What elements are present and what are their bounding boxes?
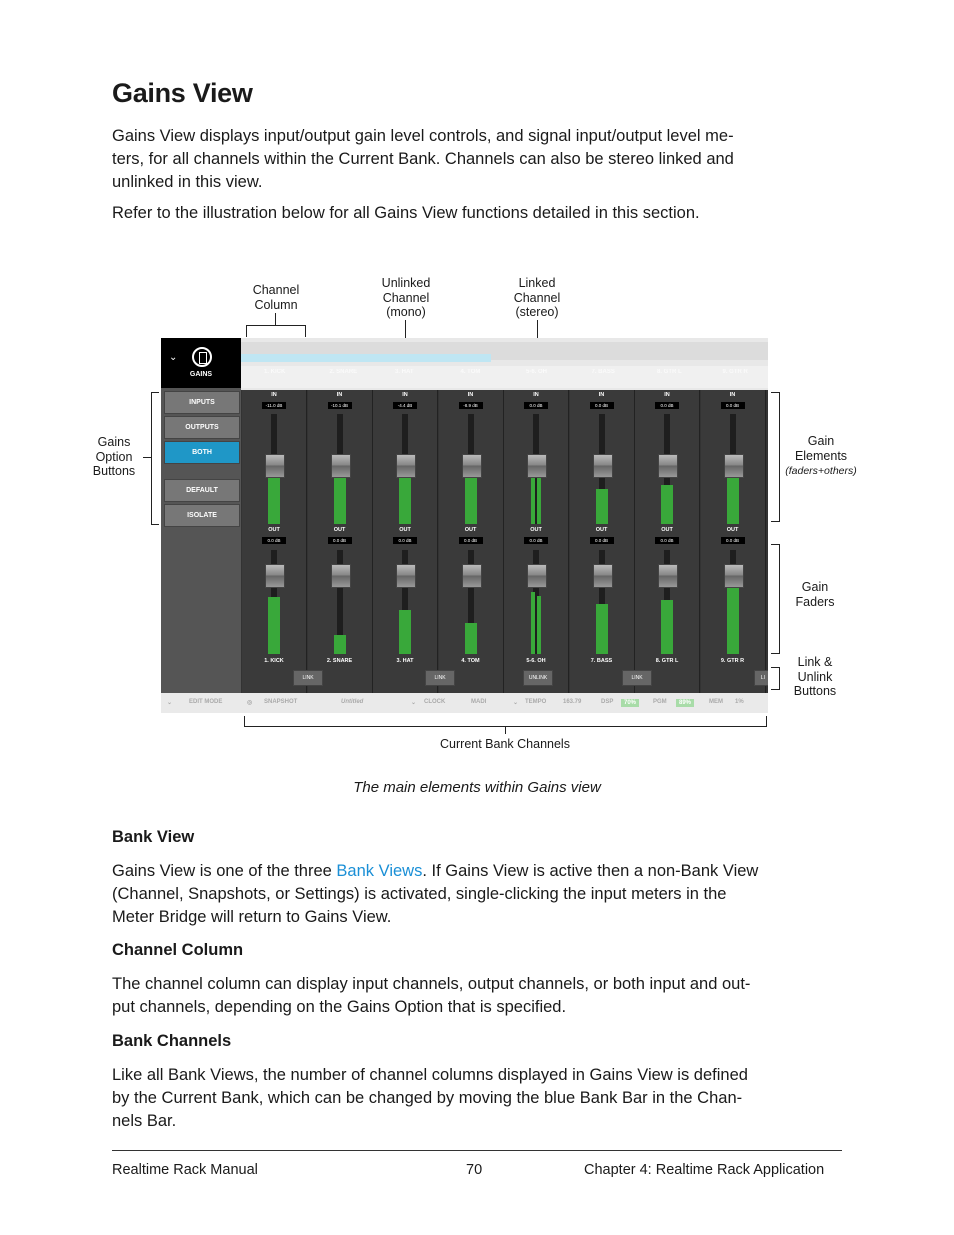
mem-value: 1% (735, 699, 744, 705)
callout-text: Buttons (793, 684, 837, 698)
output-fader-handle[interactable] (265, 564, 285, 588)
callout-bracket (779, 667, 780, 690)
output-level-meter-left (531, 592, 535, 654)
callout-gains-option-buttons (84, 435, 144, 479)
pgm-label: PGM (653, 699, 667, 705)
channel-tab[interactable]: 8. GTR L (657, 369, 682, 375)
output-fader-handle[interactable] (658, 564, 678, 588)
input-gain-value[interactable]: 0.0 dB (590, 402, 614, 409)
callout-gain-elements (780, 434, 862, 479)
in-label: IN (664, 392, 670, 398)
callout-bracket (246, 325, 247, 337)
input-fader-handle[interactable] (724, 454, 744, 478)
output-gain-value[interactable]: 0.0 dB (393, 537, 417, 544)
callout-bracket (771, 667, 779, 668)
channel-strip (242, 390, 307, 693)
output-gain-value[interactable]: 0.0 dB (459, 537, 483, 544)
input-fader-handle[interactable] (462, 454, 482, 478)
callout-bracket (151, 524, 159, 525)
output-fader-handle[interactable] (331, 564, 351, 588)
input-gain-value[interactable]: -8.9 dB (459, 402, 483, 409)
isolate-button[interactable]: ISOLATE (164, 504, 240, 527)
callout-text: Gains (97, 435, 131, 449)
callout-bracket (246, 325, 306, 326)
intro-line: Gains View displays input/output gain level controls, and signal input/output level me- (112, 127, 734, 145)
input-gain-value[interactable]: 0.0 dB (721, 402, 745, 409)
input-fader-handle[interactable] (593, 454, 613, 478)
out-label: OUT (595, 527, 608, 533)
in-label: IN (271, 392, 277, 398)
callout-text: Unlinked (381, 276, 431, 290)
clock-label: CLOCK (424, 699, 446, 705)
callout-bracket (766, 716, 767, 726)
input-fader-handle[interactable] (396, 454, 416, 478)
input-gain-value[interactable]: -11.0 dB (262, 402, 286, 409)
output-gain-value[interactable]: 0.0 dB (721, 537, 745, 544)
channel-name: 7. BASS (590, 658, 613, 664)
mem-label: MEM (709, 699, 723, 705)
callout-unlinked-channel (366, 276, 446, 320)
channel-tab[interactable]: 9. GTR R (722, 369, 748, 375)
output-gain-value[interactable]: 0.0 dB (328, 537, 352, 544)
footer-manual-title: Realtime Rack Manual (112, 1162, 258, 1178)
unlink-button[interactable]: UNLINK (523, 670, 553, 686)
callout-bracket (151, 392, 159, 393)
callout-link-unlink-buttons (784, 655, 846, 699)
callout-text: Channel (252, 283, 300, 297)
intro-line: ters, for all channels within the Current Bank. Channels can also be stereo linked and (112, 150, 734, 168)
text: Like all Bank Views, the number of channel columns displayed in Gains View is defined (112, 1066, 748, 1084)
output-level-meter (268, 597, 280, 654)
callout-bracket (771, 521, 779, 522)
intro-paragraph-2: Refer to the illustration below for all Gains View functions detailed in this section. (112, 204, 700, 222)
callout-bracket (779, 392, 780, 522)
channel-strip (570, 390, 635, 693)
channel-name: 1. KICK (264, 658, 284, 664)
input-level-meter (661, 485, 673, 524)
text: (Channel, Snapshots, or Settings) is activated, single-clicking the input meters in the (112, 885, 727, 903)
figure-caption: The main elements within Gains view (353, 779, 601, 796)
output-level-meter (661, 600, 673, 654)
footer-page-number: 70 (466, 1162, 483, 1178)
output-level-meter (465, 623, 477, 654)
callout-linked-channel (497, 276, 577, 320)
gains-view-screenshot (161, 338, 768, 713)
callout-text: Gain (801, 580, 829, 594)
channel-name: 9. GTR R (720, 658, 745, 664)
input-level-meter-right (537, 478, 541, 524)
output-level-meter-right (537, 596, 541, 654)
callout-text: Option (95, 449, 133, 464)
in-label: IN (729, 392, 736, 398)
clock-value[interactable]: MADI (471, 699, 487, 705)
callout-bracket (771, 689, 779, 690)
channels-bar (241, 366, 768, 388)
callout-line (275, 313, 276, 325)
callout-text: (stereo) (515, 305, 559, 319)
out-label: OUT (661, 527, 673, 533)
tempo-value: 163.79 (563, 699, 582, 705)
channel-strip (504, 390, 569, 693)
text: Gains View is one of the three (112, 862, 337, 880)
channel-tab[interactable]: 2. SNARE (329, 369, 358, 375)
bank-views-link[interactable]: Bank Views (336, 862, 423, 880)
out-label: OUT (399, 527, 411, 533)
input-gain-value[interactable]: 0.0 dB (655, 402, 679, 409)
callout-bracket (771, 392, 779, 393)
output-fader-handle[interactable] (724, 564, 744, 588)
output-gain-value[interactable]: 0.0 dB (262, 537, 286, 544)
channel-tab[interactable]: 3. HAT (395, 369, 414, 375)
channel-name: 5-6. OH (526, 658, 546, 664)
channel-column-paragraph (112, 973, 842, 1019)
callout-text: Link & (797, 655, 833, 669)
output-gain-value[interactable]: 0.0 dB (655, 537, 679, 544)
callout-gain-faders (784, 580, 846, 609)
text: Meter Bridge will return to Gains View. (112, 908, 392, 926)
callout-text: Linked (518, 276, 556, 290)
input-level-meter-left (531, 474, 535, 524)
chevron-down-icon[interactable]: ⌄ (411, 700, 417, 706)
link-button[interactable]: LINK (293, 670, 323, 686)
text: put channels, depending on the Gains Option that is specified. (112, 998, 567, 1016)
channel-strip (701, 390, 766, 693)
link-button[interactable]: LI (754, 670, 768, 686)
output-level-meter (399, 610, 411, 654)
output-fader-handle[interactable] (396, 564, 416, 588)
outputs-button[interactable]: OUTPUTS (164, 416, 240, 439)
input-fader-handle[interactable] (265, 454, 285, 478)
section-heading-channel-column: Channel Column (112, 941, 244, 959)
output-fader-handle[interactable] (527, 564, 547, 588)
output-gain-value[interactable]: 0.0 dB (524, 537, 548, 544)
in-label: IN (336, 392, 343, 398)
in-label: IN (533, 392, 539, 398)
dsp-label: DSP (601, 699, 614, 705)
bank-channels-paragraph (112, 1064, 842, 1133)
callout-line (505, 726, 506, 734)
channel-strip (373, 390, 438, 693)
default-button[interactable]: DEFAULT (164, 479, 240, 502)
channel-tab[interactable]: 7. BASS (591, 369, 615, 375)
chevron-down-icon[interactable]: ⌄ (513, 700, 519, 706)
section-heading-bank-view: Bank View (112, 828, 195, 846)
callout-note: (faders+others) (785, 465, 857, 477)
channel-strip (635, 390, 700, 693)
output-fader-handle[interactable] (593, 564, 613, 588)
out-label: OUT (268, 527, 280, 533)
channel-name: 8. GTR L (655, 658, 679, 664)
snapshot-name[interactable]: Untitled (341, 699, 364, 705)
intro-line: unlinked in this view. (112, 173, 263, 191)
input-fader-handle[interactable] (658, 454, 678, 478)
output-gain-value[interactable]: 0.0 dB (590, 537, 614, 544)
footer-divider (112, 1150, 842, 1151)
output-level-meter (334, 635, 346, 654)
output-level-meter (596, 604, 608, 654)
out-label: OUT (726, 527, 739, 533)
callout-text: Gain (807, 434, 835, 448)
out-label: OUT (530, 527, 542, 533)
channel-tab[interactable]: 1. KICK (264, 369, 286, 375)
gains-option-panel (161, 388, 241, 693)
channel-tab[interactable]: 4. TOM (460, 369, 481, 375)
channel-strip (308, 390, 373, 693)
callout-bracket (771, 544, 779, 545)
both-button[interactable]: BOTH (164, 441, 240, 464)
in-label: IN (598, 392, 605, 398)
gains-logo-label: GAINS (189, 371, 213, 378)
link-button[interactable]: LINK (622, 670, 652, 686)
link-button[interactable]: LINK (425, 670, 455, 686)
callout-bracket (779, 544, 780, 654)
text: The channel column can display input channels, output channels, or both input and out- (112, 975, 751, 993)
gains-logo[interactable] (161, 338, 241, 388)
section-heading-bank-channels: Bank Channels (112, 1032, 232, 1050)
text: nels Bar. (112, 1112, 177, 1130)
gains-icon (192, 347, 212, 367)
channel-name: 3. HAT (396, 658, 414, 664)
footer-chapter: Chapter 4: Realtime Rack Application (584, 1162, 825, 1178)
input-level-meter (596, 489, 608, 524)
in-label: IN (402, 392, 408, 398)
callout-text: Channel (382, 290, 430, 305)
chevron-down-icon[interactable]: ⌄ (169, 352, 178, 363)
callout-text: Faders (795, 594, 835, 609)
input-gain-value[interactable]: -10.1 dB (328, 402, 352, 409)
out-label: OUT (464, 527, 477, 533)
callout-text: Channel (513, 290, 561, 305)
channel-tab[interactable]: 5-6. OH (526, 369, 548, 375)
callout-bracket (244, 716, 245, 726)
callout-channel-column (236, 283, 316, 312)
status-bar (161, 693, 768, 713)
callout-text: Elements (794, 448, 848, 463)
inputs-button[interactable]: INPUTS (164, 391, 240, 414)
dsp-value: 70% (621, 699, 639, 707)
out-label: OUT (333, 527, 346, 533)
channel-name: 2. SNARE (326, 658, 353, 664)
channel-name: 4. TOM (461, 658, 480, 664)
callout-bracket (305, 325, 306, 337)
callout-line (143, 457, 151, 458)
snapshot-label: SNAPSHOT (264, 699, 298, 705)
input-fader-handle[interactable] (331, 454, 351, 478)
bank-bar (241, 354, 491, 362)
channel-strip (439, 390, 504, 693)
chevron-down-icon[interactable]: ⌄ (167, 700, 173, 706)
pgm-value: 89% (676, 699, 694, 707)
callout-text: Unlink (797, 669, 833, 684)
in-label: IN (467, 392, 474, 398)
intro-paragraph (112, 125, 842, 194)
callout-current-bank-channels: Current Bank Channels (440, 737, 570, 751)
callout-bracket (151, 392, 152, 525)
callout-text: Buttons (92, 464, 136, 478)
callout-text: (mono) (386, 305, 426, 319)
snapshot-icon: ◎ (247, 700, 253, 706)
output-fader-handle[interactable] (462, 564, 482, 588)
text: . If Gains View is active then a non-Bank View (422, 862, 759, 880)
text: by the Current Bank, which can be changed by moving the blue Bank Bar in the Chan- (112, 1089, 743, 1107)
page-title: Gains View (112, 78, 253, 108)
callout-bracket (771, 653, 779, 654)
input-gain-value[interactable]: 0.0 dB (524, 402, 548, 409)
input-gain-value[interactable]: -4.4 dB (393, 402, 417, 409)
callout-text: Column (254, 297, 298, 312)
output-level-meter (727, 586, 739, 654)
bank-view-paragraph (112, 860, 842, 929)
input-fader-handle[interactable] (527, 454, 547, 478)
edit-mode-button[interactable]: EDIT MODE (189, 699, 223, 705)
tempo-label: TEMPO (525, 699, 547, 705)
input-level-meter (334, 478, 346, 524)
